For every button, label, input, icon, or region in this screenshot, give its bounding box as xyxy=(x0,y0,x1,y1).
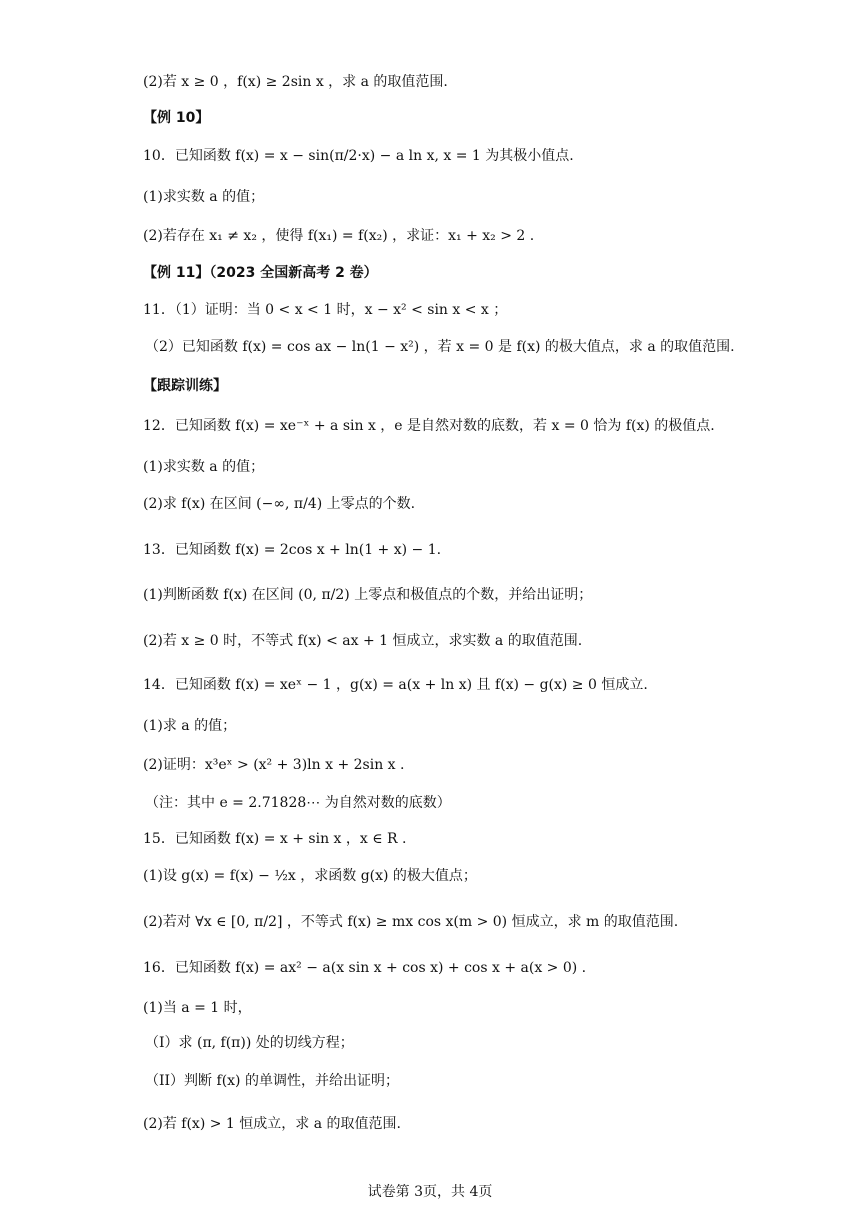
example-11-heading: 【例 11】（2023 全国新高考 2 卷） xyxy=(143,265,378,281)
problem-15-part-1: (1)设 g(x) = f(x) − ½x ，求函数 g(x) 的极大值点； xyxy=(143,868,477,884)
problem-14-part-2: (2)证明：x³eˣ > (x² + 3)ln x + 2sin x . xyxy=(143,757,405,773)
example-10-heading: 【例 10】 xyxy=(143,110,210,126)
problem-15-part-2: (2)若对 ∀x ∈ [0, π/2] ，不等式 f(x) ≥ mx cos x(m > 0) 恒成立，求 m 的取值范围. xyxy=(143,914,679,930)
problem-11-part-1: 11．（1）证明：当 0 < x < 1 时，x − x² < sin x < x ； xyxy=(143,302,508,318)
problem-14-stem: 14．已知函数 f(x) = xeˣ − 1 ，g(x) = a(x + ln x) 且 f(x) − g(x) ≥ 0 恒成立. xyxy=(143,677,648,693)
problem-12-part-2: (2)求 f(x) 在区间 (−∞, π/4) 上零点的个数. xyxy=(143,496,416,512)
problem-9-part-2: (2)若 x ≥ 0 ，f(x) ≥ 2sin x ，求 a 的取值范围. xyxy=(143,74,448,90)
problem-12-stem: 12．已知函数 f(x) = xe⁻ˣ + a sin x ，e 是自然对数的底数，若 x = 0 恰为 f(x) 的极值点. xyxy=(143,418,715,434)
page-footer: 试卷第 3页，共 4页 xyxy=(367,1184,493,1200)
problem-16-part-1: (1)当 a = 1 时， xyxy=(143,1000,252,1016)
problem-10-stem: 10．已知函数 f(x) = x − sin(π/2·x) − a ln x, x = 1 为其极小值点. xyxy=(143,148,574,164)
problem-13-part-2: (2)若 x ≥ 0 时，不等式 f(x) < ax + 1 恒成立，求实数 a 的取值范围. xyxy=(143,633,583,649)
problem-16-part-2: (2)若 f(x) > 1 恒成立，求 a 的取值范围. xyxy=(143,1116,401,1132)
problem-10-part-1: (1)求实数 a 的值； xyxy=(143,189,265,205)
problem-13-stem: 13．已知函数 f(x) = 2cos x + ln(1 + x) − 1. xyxy=(143,542,442,558)
problem-11-part-2: （2）已知函数 f(x) = cos ax − ln(1 − x²) ，若 x = 0 是 f(x) 的极大值点，求 a 的取值范围. xyxy=(145,339,735,355)
problem-14-note: （注：其中 e = 2.71828⋯ 为自然对数的底数） xyxy=(145,795,451,811)
problem-16-part-1-ii: （II）判断 f(x) 的单调性，并给出证明； xyxy=(145,1073,399,1089)
problem-13-part-1: (1)判断函数 f(x) 在区间 (0, π/2) 上零点和极值点的个数，并给出证明； xyxy=(143,587,593,603)
problem-12-part-1: (1)求实数 a 的值； xyxy=(143,459,265,475)
problem-16-part-1-i: （I）求 (π, f(π)) 处的切线方程； xyxy=(145,1035,354,1051)
problem-10-part-2: (2)若存在 x₁ ≠ x₂ ，使得 f(x₁) = f(x₂) ，求证：x₁ + x₂ > 2 . xyxy=(143,228,535,244)
problem-16-stem: 16．已知函数 f(x) = ax² − a(x sin x + cos x) + cos x + a(x > 0) . xyxy=(143,960,587,976)
problem-14-part-1: (1)求 a 的值； xyxy=(143,718,237,734)
problem-15-stem: 15．已知函数 f(x) = x + sin x ，x ∈ R . xyxy=(143,831,407,847)
tracking-training-heading: 【跟踪训练】 xyxy=(143,378,227,394)
